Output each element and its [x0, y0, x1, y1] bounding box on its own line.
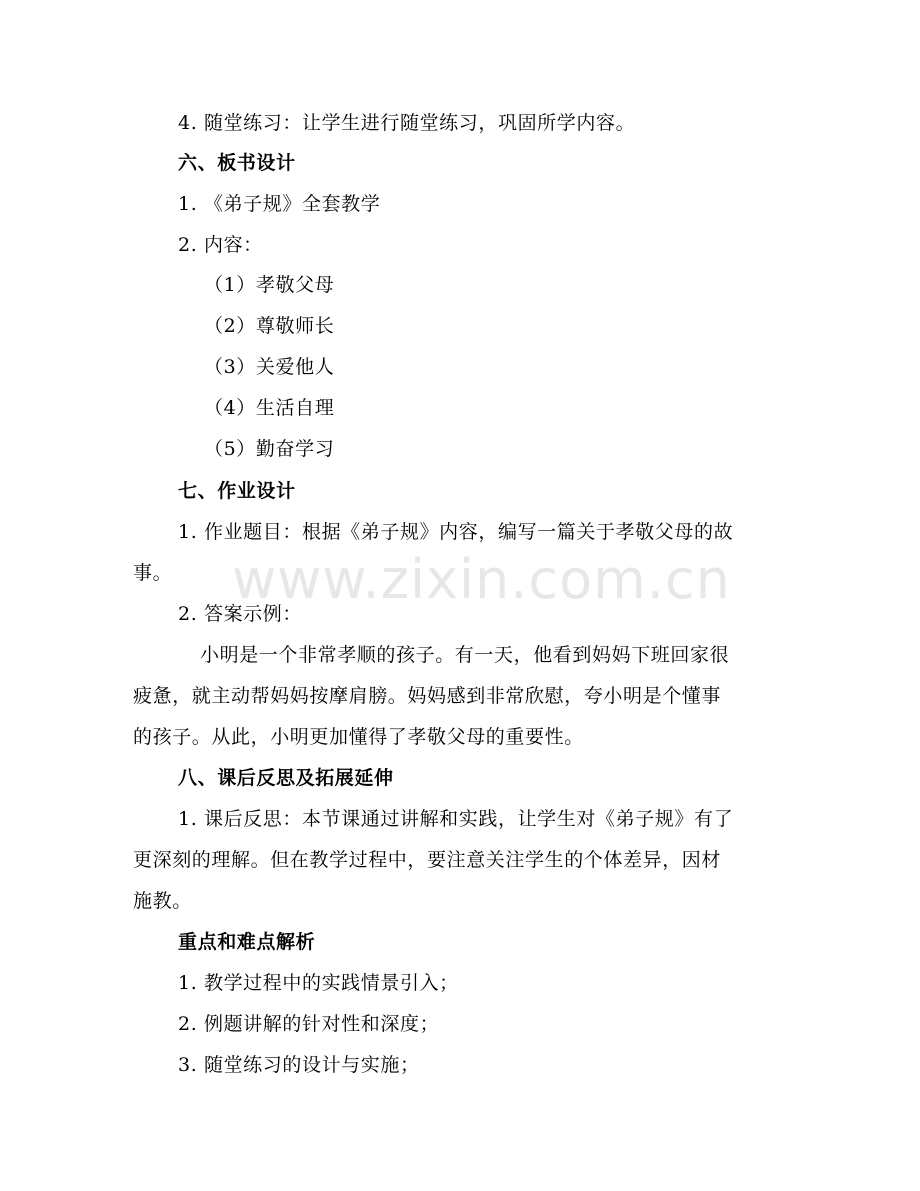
sub-item-2: （2）尊敬师长 [204, 315, 335, 337]
sub-item-4: （4）生活自理 [204, 397, 335, 419]
list-item-board-1: 1. 《弟子规》全套教学 [178, 193, 381, 215]
key-point-3: 3. 随堂练习的设计与实施； [178, 1054, 420, 1076]
reflection-line-2: 更深刻的理解。但在教学过程中，要注意关注学生的个体差异，因材 [133, 849, 722, 871]
homework-item-1-line-1: 1. 作业题目：根据《弟子规》内容，编写一篇关于孝敬父母的故 [178, 521, 734, 543]
example-line-2: 疲惫，就主动帮妈妈按摩肩膀。妈妈感到非常欣慰，夸小明是个懂事 [133, 685, 722, 707]
watermark-text: www.zixin.com.cn [232, 548, 731, 611]
heading-board-design: 六、板书设计 [178, 152, 296, 174]
sub-item-1: （1）孝敬父母 [204, 274, 335, 296]
heading-key-points: 重点和难点解析 [178, 931, 316, 953]
heading-homework-design: 七、作业设计 [178, 480, 296, 502]
homework-item-2: 2. 答案示例： [178, 603, 302, 625]
reflection-line-3: 施教。 [133, 890, 192, 912]
key-point-1: 1. 教学过程中的实践情景引入； [178, 972, 459, 994]
example-line-3: 的孩子。从此，小明更加懂得了孝敬父母的重要性。 [133, 726, 584, 748]
list-item-board-2: 2. 内容： [178, 234, 263, 256]
key-point-2: 2. 例题讲解的针对性和深度； [178, 1013, 440, 1035]
sub-item-5: （5）勤奋学习 [204, 438, 335, 460]
reflection-line-1: 1. 课后反思：本节课通过讲解和实践，让学生对《弟子规》有了 [178, 808, 734, 830]
sub-item-3: （3）关爱他人 [204, 356, 335, 378]
homework-item-1-line-2: 事。 [133, 562, 173, 584]
heading-reflection: 八、课后反思及拓展延伸 [178, 767, 394, 789]
paragraph-practice: 4. 随堂练习：让学生进行随堂练习，巩固所学内容。 [178, 112, 636, 134]
example-line-1: 小明是一个非常孝顺的孩子。有一天，他看到妈妈下班回家很 [200, 644, 730, 666]
